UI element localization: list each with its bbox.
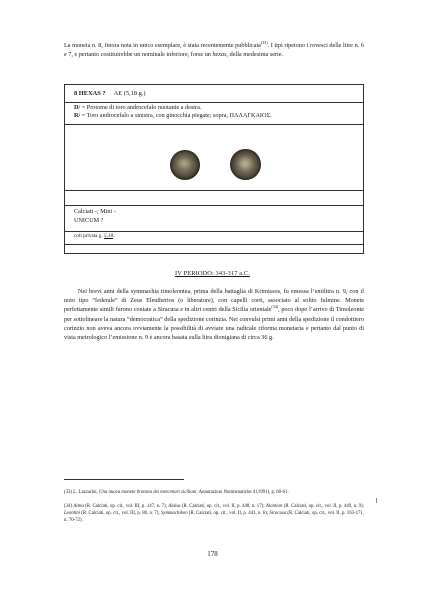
footnote-rule [64,479,184,480]
intro-text: La moneta n. 8, finora nota in unico esemplare, è stata recentemente pubblicata [64,42,261,49]
footnote-ref-33[interactable]: (33) [260,39,268,45]
reverse-label: R/ [74,112,81,120]
footnote-title: Una nuova moneta bronzea dei mercenari siciliani [99,490,197,495]
obverse-label: D/ [74,103,81,111]
coin-header [65,85,363,103]
footnote-place: Siracusa [269,511,287,517]
margin-mark [376,498,377,503]
collection-prefix: coll privata g. [74,233,104,239]
coin-reverse-relief [236,155,254,171]
footnote-text: (R. Calciati, op. cit., vol. II, p. 163-171, n. 70-72). [64,511,364,524]
footnote-33 [64,489,364,496]
intro-text: , della medesima serie. [226,51,284,59]
footnote-place: Symmachikon [160,511,188,517]
coin-metal-weight: AE (5,18 g.) [113,90,146,97]
coin-obverse-relief [176,157,192,169]
body-paragraph [64,287,364,342]
footnote-text: (34) [64,504,74,509]
intro-text: . I tipi ripetono i rovesci delle litre n. 6 e 7, e pertanto costituirebbe un nominale inferiore, forse un [64,42,364,59]
coin-collection [65,228,363,245]
reverse-text: = Toro androcefalo a sinistra, con ginocchia piegate; sopra, ΠΑΛΑΓΚΑΙΟΣ. [80,112,272,120]
footnote-34 [64,503,364,525]
footnote-text: (R. Calciati, op. cit., vol. II, p. 448, n. 17); [180,504,266,509]
section-title: IV PERIODO: 343-317 a.C. [175,270,250,277]
footnote-place: Aitna [73,504,84,509]
collection-weight: 5,18 [103,233,114,239]
footnote-text: , Annotazioni Numismatiche 4 (1991), p. 60-61. [196,490,289,495]
intro-paragraph [64,41,364,59]
obverse-text: = Protome di toro androcefalo nuotante a destra. [80,103,202,111]
coin-rarity: UNICUM ? [74,216,104,224]
footnote-text: (33) L. Lazzarini, [64,490,100,495]
footnote-text: (R. Calciati, op. cit., vol. III, p. 80, n. 7); [80,511,161,517]
intro-hexas-term: hexas [212,51,227,59]
footnote-text: (R. Calciati, op. cit., vol. II, p. 443, n. 6); [187,511,270,517]
footnote-place: Alaisa [168,504,181,509]
coin-image-area [65,122,363,191]
reverse-line [74,112,363,121]
coin-catalogue-entry [64,84,364,254]
coin-number-name: 8 HEXAS ? [74,90,106,97]
footnote-place: Leontini [64,511,80,517]
body-text: Nei brevi anni della symmachia timoleontea, prima della battaglia di Krimissos, fu emessa l’emilitra n. 9, con il noto tipo “federale” di Zeus Eleutherios (o liberatore), con capelli corti, associato al solito fulmine. Monete perfettamente simili furono coniate a Siracusa e in altri centri della Sicilia orientale [64,288,364,314]
footnote-ref-34[interactable]: (34) [271,304,279,310]
body-text: , poco dopo l’arrivo di Timoleonte per sottolineare la natura “democratica” della spedizione corinzia. Nei convulsi primi anni della spedizione il condottiero corinzio non aveva ancora ovviamente la possibilità di avviare una radicale riforma monetaria e pertanto dal punto di vista metrologico l’emissione n. 9 è ancora basata sulla litra dionigiana di circa 36 g. [64,306,364,342]
page-number: 178 [207,550,218,558]
footnote-place: Alontion [265,504,283,509]
collection-suffix: . [113,233,115,239]
coin-refs-line: Calciati -; Mini - [74,208,116,215]
footnote-text: (R. Calciati, op. cit., vol. III, p. 147, n. 7); [83,504,169,509]
footnote-text: (R. Calciati, op. cit., vol. II, p. 449, n. 9); [282,504,364,509]
obverse-line [74,104,363,113]
